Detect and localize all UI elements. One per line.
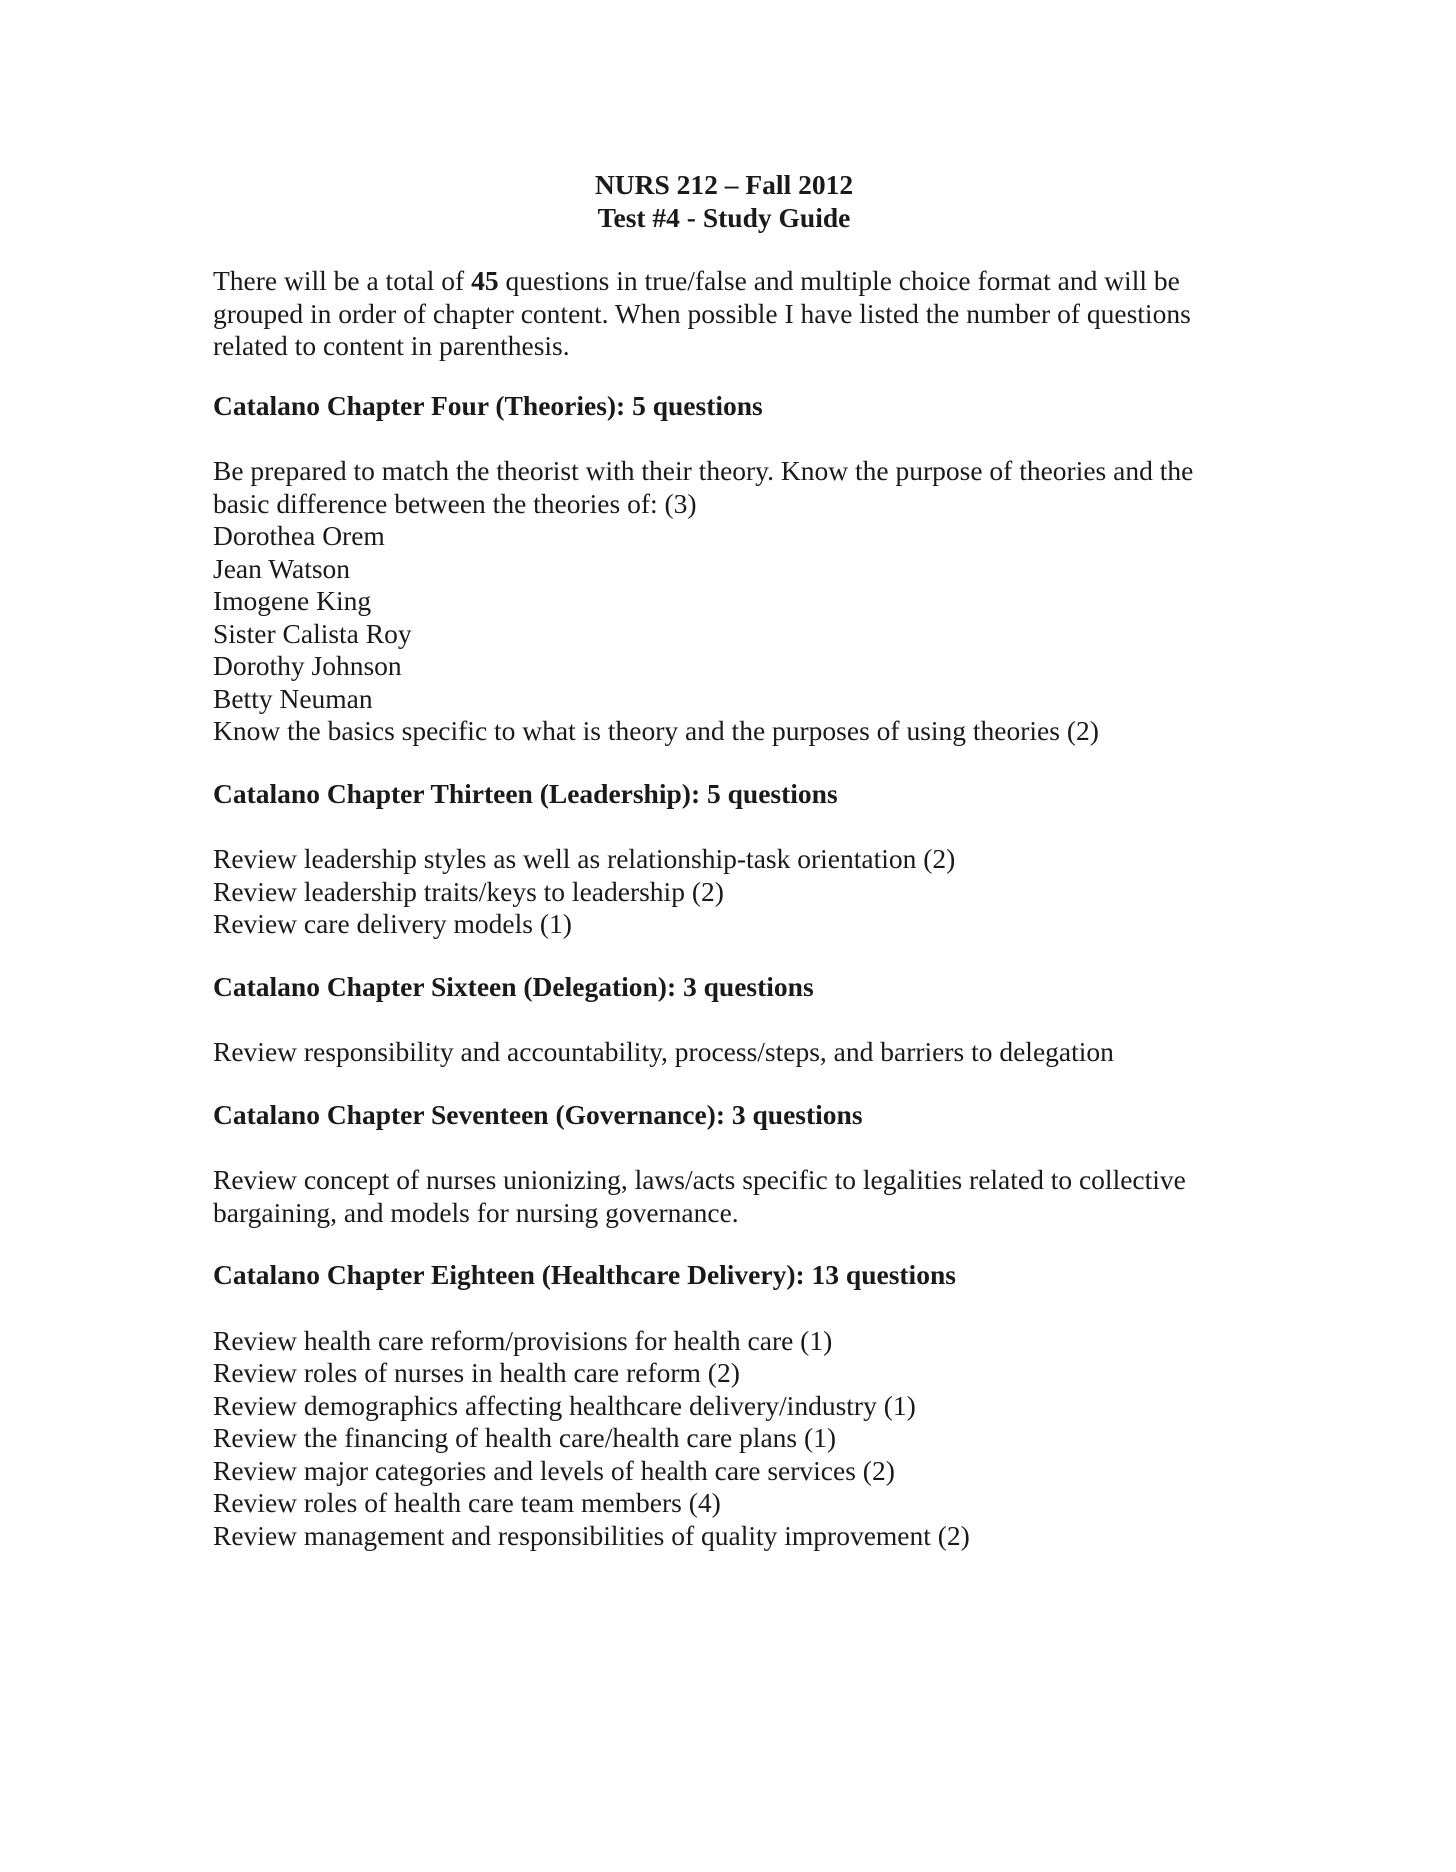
section	[213, 778, 1243, 941]
section-line: Be prepared to match the theorist with their theory. Know the purpose of theories and the basic difference between the theories of: (3)	[213, 455, 1194, 519]
section-line: Dorothea Orem	[213, 520, 385, 551]
section	[213, 1259, 1243, 1552]
section-line: Imogene King	[213, 585, 372, 616]
section-line: Review roles of nurses in health care reform (2)	[213, 1357, 740, 1388]
section-line: Review demographics affecting healthcare delivery/industry (1)	[213, 1389, 916, 1421]
section-line: Know the basics specific to what is theory and the purposes of using theories (2)	[213, 715, 1099, 746]
document-page	[213, 168, 1243, 1552]
section-body	[213, 843, 1243, 941]
section-line: Review responsibility and accountability, process/steps, and barriers to delegation	[213, 1036, 1114, 1067]
section-body	[213, 1325, 1243, 1553]
section-line: Review health care reform/provisions for health care (1)	[213, 1324, 833, 1356]
section-heading: Catalano Chapter Sixteen (Delegation): 3 questions	[213, 970, 814, 1002]
section-line: Dorothy Johnson	[213, 650, 402, 681]
section-heading: Catalano Chapter Seventeen (Governance): 3 questions	[213, 1098, 863, 1130]
section-line: Review roles of health care team members (4)	[213, 1487, 721, 1518]
intro-paragraph	[213, 265, 1243, 363]
title-block	[209, 168, 1239, 234]
section-line: Sister Calista Roy	[213, 617, 412, 649]
intro-text-before: There will be a total of	[213, 265, 472, 296]
section-line: Review care delivery models (1)	[213, 908, 572, 939]
intro-text-after: questions in true/false and multiple choice format and will be grouped in order of chapter content. When possible I have listed the number of questions related to content in parenthesis.	[213, 265, 1191, 361]
section-line: Review major categories and levels of health care services (2)	[213, 1454, 895, 1486]
section-body	[213, 1164, 1243, 1229]
section-line: Jean Watson	[213, 552, 351, 584]
section-body	[213, 1036, 1243, 1069]
section-line: Review leadership styles as well as relationship-task orientation (2)	[213, 843, 956, 874]
document-subtitle: Test #4 - Study Guide	[597, 202, 851, 233]
document-title: NURS 212 – Fall 2012	[594, 169, 854, 200]
section-body	[213, 455, 1243, 748]
section	[213, 390, 1243, 748]
section	[213, 1099, 1243, 1230]
section	[213, 971, 1243, 1069]
section-heading: Catalano Chapter Thirteen (Leadership): 5 questions	[213, 777, 838, 809]
section-heading: Catalano Chapter Four (Theories): 5 questions	[213, 389, 763, 421]
section-line: Review the financing of health care/health care plans (1)	[213, 1422, 837, 1453]
section-line: Review concept of nurses unionizing, laws/acts specific to legalities related to collective bargaining, and models for nursing governance.	[213, 1164, 1186, 1228]
section-line: Betty Neuman	[213, 682, 373, 714]
sections-container	[213, 390, 1243, 1553]
section-heading: Catalano Chapter Eighteen (Healthcare Delivery): 13 questions	[213, 1259, 956, 1290]
question-total: 45	[471, 265, 499, 296]
section-line: Review management and responsibilities of quality improvement (2)	[213, 1519, 970, 1551]
section-line: Review leadership traits/keys to leadership (2)	[213, 875, 724, 907]
